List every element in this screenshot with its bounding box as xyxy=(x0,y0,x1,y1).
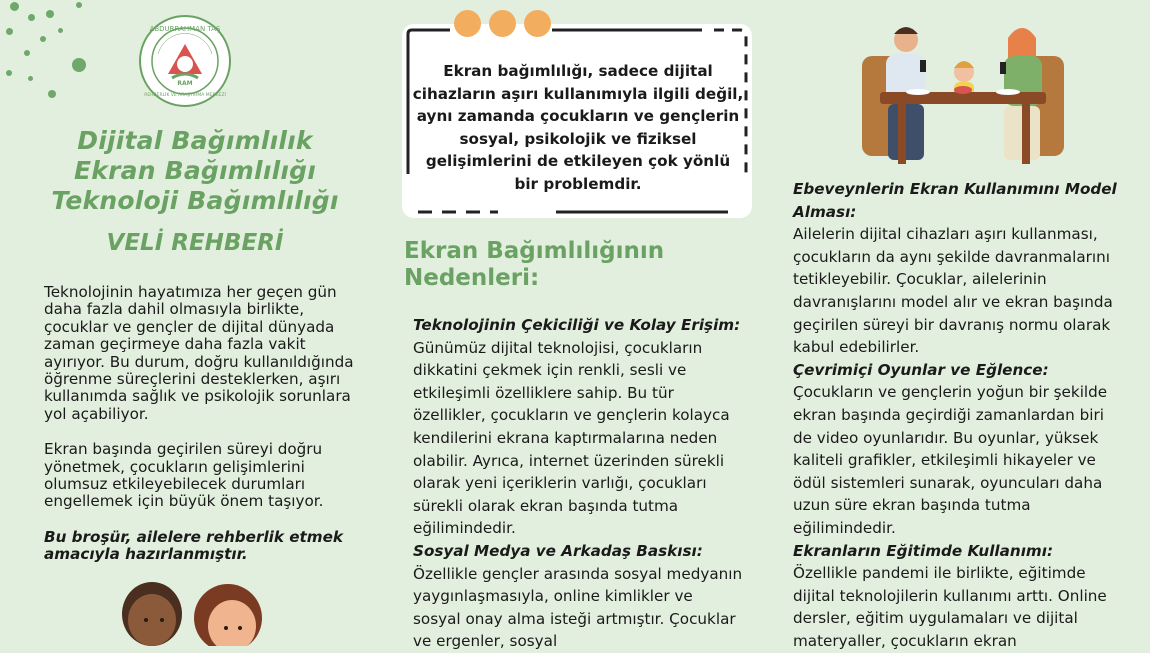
more-causes-body xyxy=(793,178,1123,652)
institution-logo xyxy=(138,14,232,108)
family-at-table-illustration xyxy=(858,20,1068,172)
title-line-2: Ekran Bağımlılığı xyxy=(74,156,316,185)
section-text: Özellikle gençler arasında sosyal medyanın yaygınlaşmasıyla, online kimlikler ve sosyal onay alma isteği artmıştır. Çocuklar ve ergenler, sosyal xyxy=(413,564,743,651)
logo-mid-text: RAM xyxy=(177,80,193,87)
subtitle: VELİ REHBERİ xyxy=(106,230,284,256)
section-text: Özellikle pandemi ile birlikte, eğitimde dijital teknolojilerin kullanımı arttı. Online dersler, eğitim uygulamaları ve dijital materyaller, çocukların ekran xyxy=(793,564,1107,650)
section-text: Ailelerin dijital cihazları aşırı kullanması, çocukların da aynı şekilde davranmalarını tetikleyebilir. Çocuklar, ailelerinin davranışlarını model alır ve ekran başında geçirilen süreyi bir davranış normu olarak kabul edebilirler. xyxy=(793,225,1113,357)
title-line-1: Dijital Bağımlılık xyxy=(77,126,313,155)
section-text: Günümüz dijital teknolojisi, çocukların dikkatini çekmek için renkli, sesli ve etkileşimli özelliklere sahip. Bu tür özellikler, çocukların ve gençlerin kolayca kendilerini ekrana kaptırmalarına neden olabilir. Ayrıca, internet üzerinden sürekli olarak yeni içeriklerin varlığı, çocukları sürekli olarak ekran başında tutma eğilimindedir. xyxy=(413,338,730,538)
section-title: Teknolojinin Çekiciliği ve Kolay Erişim: xyxy=(413,316,741,334)
title-block xyxy=(20,126,370,258)
logo-ring-text-top: ABDURRAHMAN TAŞ xyxy=(149,25,221,33)
section-title: Ebeveynlerin Ekran Kullanımını Model Alması: xyxy=(793,180,1117,221)
quote-text: Ekran bağımlılığı, sadece dijital cihazların aşırı kullanımıyla ilgili değil, aynı zamanda çocukların ve gençlerin sosyal, psikolojik ve fiziksel gelişimlerini de etkileyen çok yönlü bir problemdir. xyxy=(412,62,744,193)
intro-text xyxy=(44,284,362,582)
children-illustration xyxy=(110,574,290,646)
causes-body xyxy=(413,314,743,653)
section-title: Çevrimiçi Oyunlar ve Eğlence: xyxy=(793,360,1049,379)
title-line-3: Teknoloji Bağımlılığı xyxy=(51,186,339,215)
section-title: Ekranların Eğitimde Kullanımı: xyxy=(793,541,1054,560)
intro-paragraph-1: Teknolojinin hayatımıza her geçen gün daha fazla dahil olmasıyla birlikte, çocuklar ve gençler de dijital dünyada zaman geçirmeye daha fazla vakit ayırıyor. Bu durum, doğru kullanıldığında öğrenme süreçlerini desteklerken, aşırı kullanımda sağlık ve psikolojik sorunlara yol açabiliyor. xyxy=(44,283,354,423)
section-text: Çocukların ve gençlerin yoğun bir şekilde ekran başında geçirdiği zamanlardan biri de video oyunlarıdır. Bu oyunlar, yüksek kaliteli grafikler, etkileşimli hikayeler ve ödül sistemleri sunarak, oyuncuları daha uzun süre ekran başında tutma eğilimindedir. xyxy=(793,383,1108,537)
intro-note: Bu broşür, ailelere rehberlik etmek amacıyla hazırlanmıştır. xyxy=(44,527,344,564)
section-title: Sosyal Medya ve Arkadaş Baskısı: xyxy=(413,541,703,560)
logo-ring-text-bottom: REHBERLİK VE ARAŞTIRMA MERKEZİ xyxy=(144,93,226,98)
causes-heading: Ekran Bağımlılığının Nedenleri: xyxy=(404,238,665,291)
intro-paragraph-2: Ekran başında geçirilen süreyi doğru yönetmek, çocukların gelişimlerini olumsuz etkileyebilecek durumları engellemek için büyük önem taşıyor. xyxy=(44,440,324,511)
